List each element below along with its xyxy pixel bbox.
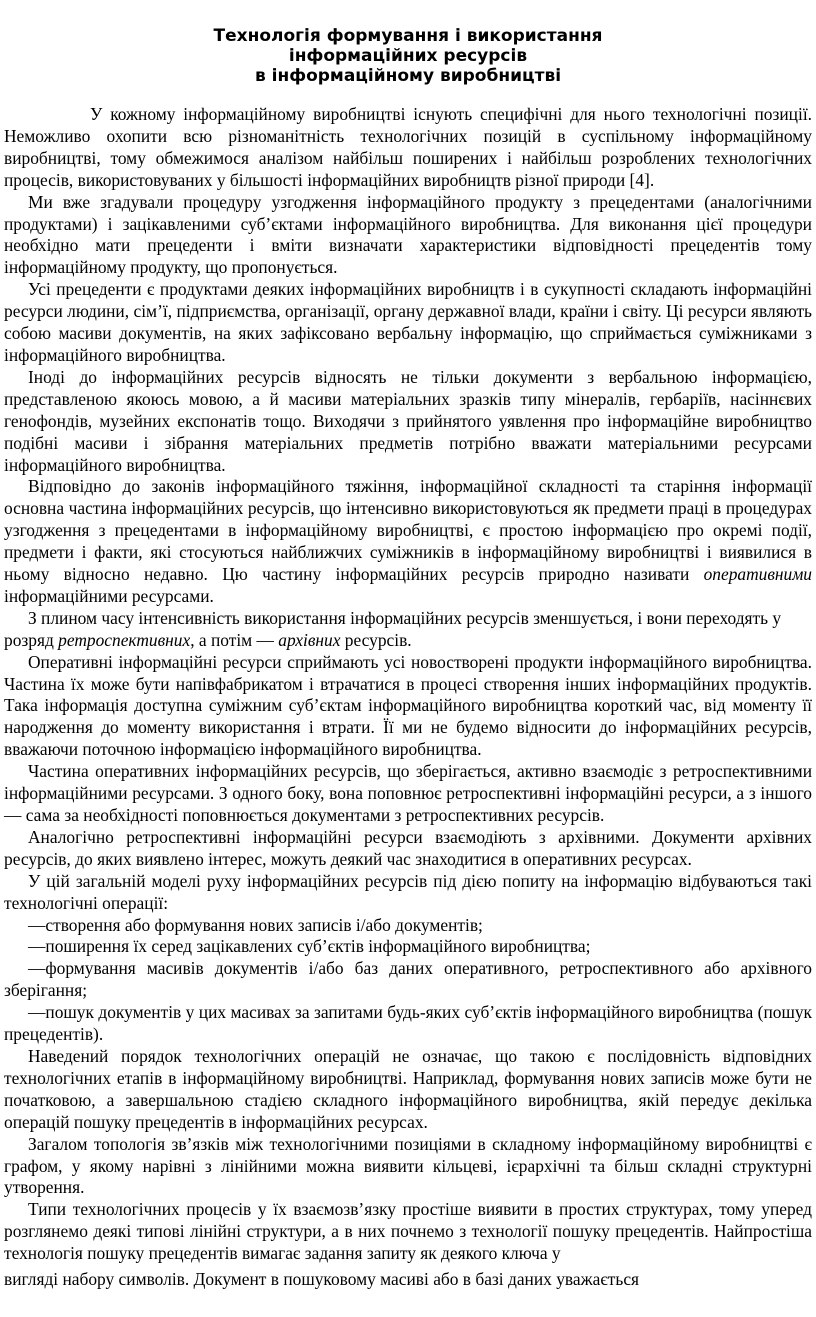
paragraph-6-text-b: , а потім — xyxy=(190,629,279,650)
list-item-2: —поширення їх серед зацікавлених суб’єктів інформаційного виробництва; xyxy=(28,936,591,957)
title-line-1: Технологія формування і використання xyxy=(213,26,603,46)
paragraph-14: вигляді набору символів. Документ в пошуковому масиві або в базі даних уважається xyxy=(4,1269,640,1290)
list-item-1: —створення або формування нових записів і/або документів; xyxy=(28,914,483,935)
paragraph-10: У цій загальній моделі руху інформаційних ресурсів під дією попиту на інформацію відбуваються такі технологічні операції: xyxy=(4,870,812,913)
term-retrospective: ретроспективних xyxy=(58,629,191,650)
paragraph-7: Оперативні інформаційні ресурси сприймають усі новостворені продукти інформаційного виробництва. Частина їх може бути напівфабрикатом і втрачатися в процесі створення інших інформаційних продуктів. Така інформація доступна суміжним суб’єктам інформаційного виробництва короткий час, від моменту її народження до моменту використання і втрати. Її ми не будемо відносити до інформаційних ресурсів, вважаючи поточною інформацією інформаційного виробництва. xyxy=(4,651,812,760)
list-item-3: —формування масивів документів і/або баз даних оперативного, ретроспективного або архівного зберігання; xyxy=(4,958,812,1001)
title-line-3: в інформаційному виробництві xyxy=(254,66,562,86)
paragraph-1: У кожному інформаційному виробництві існують специфічні для нього технологічні позиції. Неможливо охопити всю різноманітність технологічних позицій в суспільному інформаційному виробництві, тому обмежимося аналізом найбільш поширених і найбільш розроблених технологічних процесів, використовуваних у більшості інформаційних виробництв різної природи [4]. xyxy=(4,104,812,190)
paragraph-9: Аналогічно ретроспективні інформаційні ресурси взаємодіють з архівними. Документи архівних ресурсів, до яких виявлено інтерес, можуть деякий час знаходитися в оперативних ресурсах. xyxy=(4,826,812,869)
paragraph-5-text-b: інформаційними ресурсами. xyxy=(4,585,214,606)
paragraph-11: Наведений порядок технологічних операцій не означає, що такою є послідовність відповідних технологічних етапів в інформаційному виробництві. Наприклад, формування нових записів може бути не початковою, а завершальною стадією складного інформаційного виробництва, якій передує декілька операцій пошуку прецедентів в інформаційних ресурсах. xyxy=(4,1045,812,1132)
paragraph-13: Типи технологічних процесів у їх взаємозв’язку простіше виявити в простих структурах, тому уперед розглянемо деякі типові лінійні структури, а в них почнемо з технології пошуку прецедентів. Найпростіша технологія пошуку прецедентів вимагає задання запиту як деякого ключа у xyxy=(4,1199,812,1264)
paragraph-12: Загалом топологія зв’язків між технологічними позиціями в складному інформаційному виробництві є графом, у якому нарівні з лінійними можна виявити кільцеві, ієрархічні та більш складні структурні утворення. xyxy=(4,1133,812,1198)
list-item-4: —пошук документів у цих масивах за запитами будь-яких суб’єктів інформаційного виробництва (пошук прецедентів). xyxy=(4,1002,812,1045)
term-archive: архівних xyxy=(278,629,341,650)
paragraph-8: Частина оперативних інформаційних ресурсів, що зберігається, активно взаємодіє з ретроспективними інформаційними ресурсами. З одного боку, вона поповнює ретроспективні інформаційні ресурси, а з іншого — сама за необхідності поповнюється документами з ретроспективних ресурсів. xyxy=(4,761,812,825)
term-operative: оперативними xyxy=(703,564,812,585)
title-line-2: інформаційних ресурсів xyxy=(288,46,528,66)
paragraph-6 xyxy=(4,608,812,652)
paragraph-5 xyxy=(4,476,812,607)
paragraph-6-text-a: З плином часу інтенсивність використання інформаційних ресурсів зменшується, і вони переходять у розряд xyxy=(4,607,782,650)
paragraph-2: Ми вже згадували процедуру узгодження інформаційного продукту з прецедентами (аналогічними продуктами) і зацікавленими суб’єктами інформаційного виробництва. Для виконання цієї процедури необхідно мати прецеденти і вміти визначати характеристики відповідності прецедентів тому інформаційному продукту, що пропонується. xyxy=(4,191,812,278)
paragraph-5-text-a: Відповідно до законів інформаційного тяжіння, інформаційної складності та старіння інформації основна частина інформаційних ресурсів, що інтенсивно використовуються як предмети праці в процедурах узгодження з прецедентами в інформаційному виробництві, є простою інформацією про окремі події, предмети і факти, які стосуються найближчих суміжників в інформаційному виробництві і виявилися в ньому відносно недавно. Цю частину інформаційних ресурсів природно називати xyxy=(4,476,812,585)
paragraph-4: Іноді до інформаційних ресурсів відносять не тільки документи з вербальною інформацією, представленою якоюсь мовою, а й масиви матеріальних зразків типу мінералів, гербаріїв, насіннєвих генофондів, музейних експонатів тощо. Виходячи з прийнятого уявлення про інформаційне виробництво подібні масиви і зібрання матеріальних предметів потрібно вважати матеріальними ресурсами інформаційного виробництва. xyxy=(4,366,812,475)
paragraph-6-text-c: ресурсів. xyxy=(340,629,412,650)
document-body xyxy=(4,104,812,1291)
paragraph-3: Усі прецеденти є продуктами деяких інформаційних виробництв і в сукупності складають інформаційні ресурси людини, сім’ї, підприємства, організації, органу державної влади, країни і світу. Ці ресурси являють собою масиви документів, на яких зафіксовано вербальну інформацію, що сприймається суміжниками з інформаційного виробництва. xyxy=(4,279,812,365)
page-title xyxy=(0,26,816,86)
